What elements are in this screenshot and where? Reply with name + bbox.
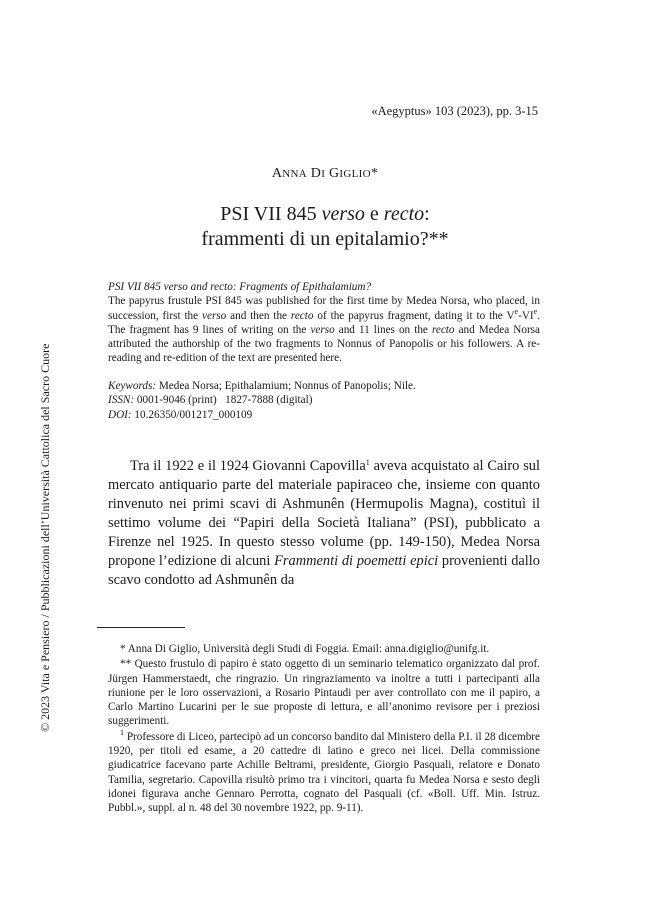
abstract-span: and 11 lines on the bbox=[334, 323, 432, 336]
article-title bbox=[0, 202, 650, 252]
abstract-italic: verso bbox=[202, 309, 227, 322]
abstract-superscript: e bbox=[514, 306, 519, 316]
title-line-2: frammenti di un epitalamio?** bbox=[201, 228, 449, 250]
title-italic: recto bbox=[383, 203, 425, 225]
body-span: provenienti dallo scavo condotto ad Ashmunên da bbox=[108, 553, 540, 588]
body-text bbox=[108, 457, 540, 590]
abstract-span: of the papyrus fragment, dating it to the V bbox=[313, 309, 515, 322]
author-smallcaps: IGLIO bbox=[339, 168, 371, 180]
abstract-italic: recto bbox=[290, 309, 314, 322]
issn-value: 0001-9046 (print) 1827-7888 (digital) bbox=[134, 394, 313, 407]
abstract-text bbox=[108, 294, 540, 365]
footnote-1 bbox=[108, 727, 540, 816]
abstract-span: . The fragment has 9 lines of writing on the bbox=[108, 309, 540, 336]
author-smallcaps: I bbox=[321, 168, 326, 180]
title-line-1 bbox=[0, 202, 650, 227]
body-paragraph bbox=[108, 457, 540, 590]
doi-label: DOI: bbox=[108, 408, 132, 421]
journal-reference: «Aegyptus» 103 (2023), pp. 3-15 bbox=[371, 104, 538, 118]
author-initial: G bbox=[329, 166, 340, 181]
author-initial: A bbox=[271, 166, 283, 181]
abstract bbox=[108, 280, 540, 366]
title-text: PSI VII 845 bbox=[220, 203, 322, 225]
body-span: Tra il 1922 e il 1924 Giovanni Capovilla bbox=[130, 458, 366, 474]
footnote-divider bbox=[97, 627, 185, 628]
issn-label: ISSN: bbox=[108, 394, 135, 407]
author-name bbox=[0, 166, 650, 182]
keywords-line bbox=[108, 379, 540, 393]
abstract-span: The papyrus frustule PSI 845 was published for the first time by Medea Norsa, who placed, in succession, first the bbox=[108, 295, 540, 322]
author-initial: D bbox=[310, 166, 322, 181]
abstract-span: and Medea Norsa attributed the authorship of the two fragments to Nonnus of Panopolis or his followers. A re-reading and re-edition of the text are presented here. bbox=[108, 323, 540, 365]
author-footnote-mark: * bbox=[370, 166, 379, 181]
abstract-superscript: e bbox=[533, 306, 538, 316]
title-text: e bbox=[364, 203, 384, 225]
abstract-span: -VI bbox=[518, 309, 534, 322]
author-smallcaps: NNA bbox=[282, 168, 307, 180]
title-text: : bbox=[424, 203, 430, 225]
footnotes bbox=[108, 642, 540, 817]
abstract-italic: verso bbox=[310, 323, 335, 336]
footnote-text: Professore di Liceo, partecipò ad un concorso bandito dal Ministero della P.I. il 28 dicembre 1920, per titoli ed esame, a 20 cattedre di latino e greco nei licei. Della commissione giudicatrice facevano parte Achille Beltrami, presidente, Giorgio Pasquali, relatore e Donato Tamilia, segretario. Capovilla risultò primo tra i vincitori, quarta fu Medea Norsa e sesto degli idonei figurava anche Gennaro Perrotta, cognato del Pasquali (cf. «Boll. Uff. Min. Istruz. Pubbl.», suppl. al n. 48 del 30 novembre 1922, pp. 9-11). bbox=[108, 730, 540, 815]
body-italic: Frammenti di poemetti epici bbox=[274, 553, 439, 569]
issn-line bbox=[108, 393, 540, 407]
doi-value: 10.26350/001217_000109 bbox=[131, 408, 253, 421]
footnote-ref: 1 bbox=[365, 458, 370, 467]
abstract-title: PSI VII 845 verso and recto: Fragments of Epithalamium? bbox=[108, 281, 372, 293]
doi-line bbox=[108, 408, 540, 422]
title-italic: verso bbox=[321, 203, 365, 225]
footnote-author: * Anna Di Giglio, Università degli Studi di Foggia. Email: anna.digiglio@unifg.it. bbox=[120, 643, 490, 655]
keywords-label: Keywords: bbox=[108, 380, 157, 392]
side-copyright: © 2023 Vita e Pensiero / Pubblicazioni dell’Università Cattolica del Sacro Cuore bbox=[38, 343, 52, 732]
abstract-italic: recto bbox=[431, 323, 455, 336]
body-span: aveva acquistato al Cairo sul mercato antiquario parte del materiale papiraceo che, insieme con quanto rinvenuto nei primi scavi di Ashmunên (Hermupolis Magna), costituì il settimo volume dei “Papiri della Società Italiana” (PSI), pubblicato a Firenze nel 1925. In questo stesso volume (pp. 149-150), Medea Norsa propone l’edizione di alcuni bbox=[108, 458, 540, 569]
abstract-span: and then the bbox=[226, 309, 291, 322]
article-metadata bbox=[108, 379, 540, 422]
keywords-value: Medea Norsa; Epithalamium; Nonnus of Panopolis; Nile. bbox=[156, 380, 416, 392]
footnote-mark: 1 bbox=[120, 727, 124, 737]
footnote-acknowledgements: ** Questo frustulo di papiro è stato oggetto di un seminario telematico organizzato dal prof. Jürgen Hammerstaedt, che ringrazio. Un ringraziamento va inoltre a tutti i partecipanti alla riunione per le loro osservazioni, a Rosario Pintaudi per aver controllato con me il papiro, a Carlo Martino Lucarini per le sue proposte di lettura, e all’anonimo revisore per i preziosi suggerimenti. bbox=[108, 658, 540, 728]
